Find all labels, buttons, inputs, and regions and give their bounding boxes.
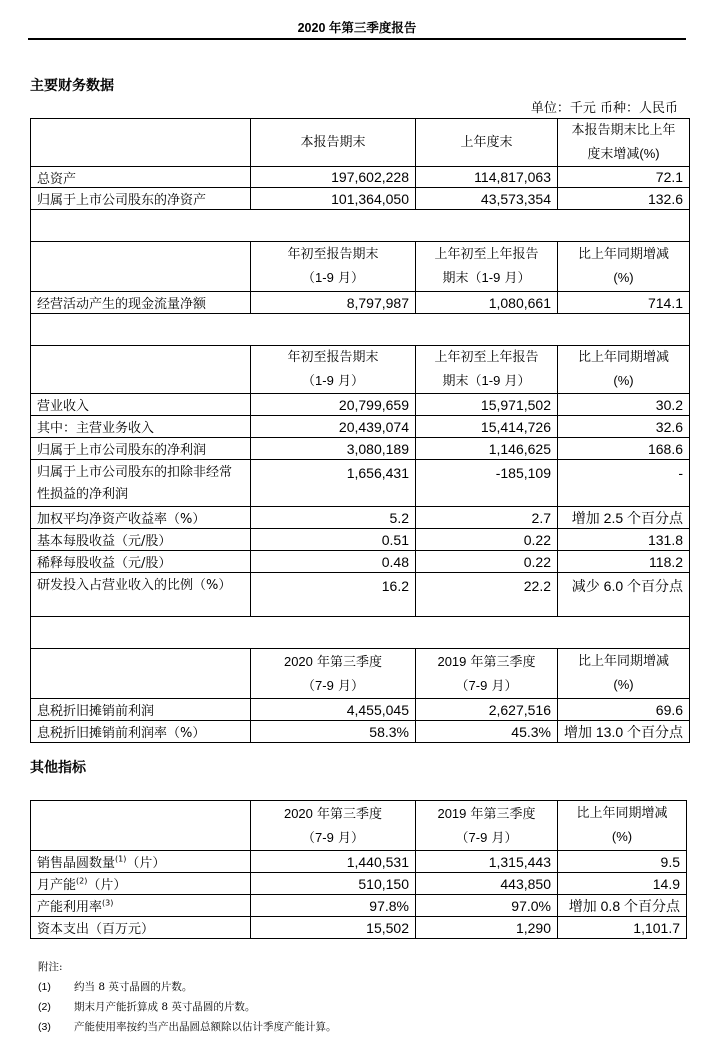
main-financial-table [30, 118, 690, 743]
cell-value: 0.22 [416, 529, 558, 551]
section-title-other-indicators: 其他指标 [30, 760, 86, 776]
row-label: 归属于上市公司股东的扣除非经常性损益的净利润 [31, 460, 251, 507]
header-cell-prior-ytd: 上年初至上年报告 期末（1-9 月） [416, 346, 558, 394]
cell-value: 1,315,443 [416, 851, 558, 873]
cell-value: 14.9 [558, 873, 687, 895]
cell-value: 443,850 [416, 873, 558, 895]
cell-value: 714.1 [558, 292, 690, 314]
footnote-text: 期末月产能折算成 8 英寸晶圆的片数。 [74, 1001, 256, 1013]
cell-value: 增加 2.5 个百分点 [558, 507, 690, 529]
cell-value: -185,109 [416, 460, 558, 507]
row-label: 息税折旧摊销前利润 [31, 699, 251, 721]
cell-value: 22.2 [416, 573, 558, 617]
table-header-row [31, 119, 690, 167]
footnote-mark: (1) [38, 981, 51, 993]
cell-value: 97.8% [251, 895, 416, 917]
row-label: 研发投入占营业收入的比例（%） [31, 573, 251, 617]
cell-value: 72.1 [558, 167, 690, 188]
table-row [31, 438, 690, 460]
footnote-text: 产能使用率按约当产出晶圆总额除以估计季度产能计算。 [74, 1021, 337, 1033]
cell-value: 58.3% [251, 721, 416, 743]
table-row [31, 873, 687, 895]
cell-value: 132.6 [558, 188, 690, 210]
cell-value: 118.2 [558, 551, 690, 573]
header-cell-prior-year-end: 上年度末 [416, 119, 558, 167]
cell-value: 1,080,661 [416, 292, 558, 314]
cell-value: 1,146,625 [416, 438, 558, 460]
header-cell-yoy-change: 比上年同期增减 (%) [558, 346, 690, 394]
header-cell-ytd: 年初至报告期末 （1-9 月） [251, 346, 416, 394]
row-label: 息税折旧摊销前利润率（%） [31, 721, 251, 743]
cell-value: 197,602,228 [251, 167, 416, 188]
cell-value: - [558, 460, 690, 507]
footnote-text: 约当 8 英寸晶圆的片数。 [74, 981, 193, 993]
cell-value: 131.8 [558, 529, 690, 551]
cell-value: 32.6 [558, 416, 690, 438]
header-cell-q3-2020: 2020 年第三季度 （7-9 月） [251, 649, 416, 699]
cell-value: 1,440,531 [251, 851, 416, 873]
table-row [31, 551, 690, 573]
spacer-row [31, 210, 690, 242]
header-cell-change: 本报告期末比上年 度末增减(%) [558, 119, 690, 167]
cell-value: 20,799,659 [251, 394, 416, 416]
cell-value: 114,817,063 [416, 167, 558, 188]
footnote-item [38, 997, 256, 1017]
cell-value: 43,573,354 [416, 188, 558, 210]
table-row [31, 529, 690, 551]
table-row [31, 416, 690, 438]
table-header-row [31, 242, 690, 292]
unit-currency-line: 单位：千元 币种：人民币 [530, 101, 678, 116]
footnotes [38, 957, 337, 1037]
cell-value: 1,656,431 [251, 460, 416, 507]
footnotes-title: 附注: [38, 961, 63, 973]
table-row [31, 721, 690, 743]
cell-value: 0.51 [251, 529, 416, 551]
row-label: 月产能$^{(2)}$（片） [31, 873, 251, 895]
row-label: 归属于上市公司股东的净资产 [31, 188, 251, 210]
table-row [31, 188, 690, 210]
header-cell-q3-2019: 2019 年第三季度 （7-9 月） [416, 801, 558, 851]
footnote-mark: (3) [38, 1021, 51, 1033]
header-cell-yoy-change: 比上年同期增减 (%) [558, 649, 690, 699]
row-label: 归属于上市公司股东的净利润 [31, 438, 251, 460]
row-label: 营业收入 [31, 394, 251, 416]
cell-value: 69.6 [558, 699, 690, 721]
cell-value: 20,439,074 [251, 416, 416, 438]
header-cell-yoy-change: 比上年同期增减 (%) [558, 242, 690, 292]
cell-value: 4,455,045 [251, 699, 416, 721]
table-row [31, 851, 687, 873]
cell-value: 3,080,189 [251, 438, 416, 460]
row-label: 总资产 [31, 167, 251, 188]
header-cell-yoy-change: 比上年同期增减 (%) [558, 801, 687, 851]
table-row [31, 394, 690, 416]
footnote-item [38, 1017, 337, 1037]
cell-value: 2,627,516 [416, 699, 558, 721]
header-cell-blank [31, 346, 251, 394]
cell-value: 30.2 [558, 394, 690, 416]
table-header-row [31, 649, 690, 699]
cell-value: 9.5 [558, 851, 687, 873]
header-cell-prior-ytd: 上年初至上年报告 期末（1-9 月） [416, 242, 558, 292]
table-row [31, 699, 690, 721]
table-row [31, 573, 690, 617]
cell-value: 0.48 [251, 551, 416, 573]
row-label: 稀释每股收益（元/股） [31, 551, 251, 573]
section-title-main-financial-data: 主要财务数据 [30, 78, 114, 94]
header-cell-blank [31, 242, 251, 292]
cell-value: 15,971,502 [416, 394, 558, 416]
spacer-row [31, 617, 690, 649]
footnote-item [38, 977, 193, 997]
cell-value: 97.0% [416, 895, 558, 917]
row-label: 销售晶圆数量$^{(1)}$（片） [31, 851, 251, 873]
cell-value: 1,290 [416, 917, 558, 939]
table-header-row [31, 346, 690, 394]
cell-value: 增加 0.8 个百分点 [558, 895, 687, 917]
table-row [31, 917, 687, 939]
cell-value: 增加 13.0 个百分点 [558, 721, 690, 743]
page-header [28, 0, 686, 40]
cell-value: 16.2 [251, 573, 416, 617]
row-label: 加权平均净资产收益率（%） [31, 507, 251, 529]
cell-value: 5.2 [251, 507, 416, 529]
row-label: 其中：主营业务收入 [31, 416, 251, 438]
footnote-mark: (2) [38, 1001, 51, 1013]
header-cell-period-end: 本报告期末 [251, 119, 416, 167]
cell-value: 168.6 [558, 438, 690, 460]
header-cell-blank [31, 649, 251, 699]
table-row [31, 507, 690, 529]
table-row [31, 460, 690, 507]
cell-value: 15,414,726 [416, 416, 558, 438]
table-row [31, 895, 687, 917]
row-label: 资本支出（百万元） [31, 917, 251, 939]
header-cell-blank [31, 801, 251, 851]
cell-value: 0.22 [416, 551, 558, 573]
cell-value: 510,150 [251, 873, 416, 895]
cell-value: 45.3% [416, 721, 558, 743]
header-cell-q3-2020: 2020 年第三季度 （7-9 月） [251, 801, 416, 851]
report-title: 2020 年第三季度报告 [297, 21, 417, 35]
cell-value: 2.7 [416, 507, 558, 529]
cell-value: 减少 6.0 个百分点 [558, 573, 690, 617]
table-header-row [31, 801, 687, 851]
cell-value: 8,797,987 [251, 292, 416, 314]
header-cell-q3-2019: 2019 年第三季度 （7-9 月） [416, 649, 558, 699]
header-cell-blank [31, 119, 251, 167]
header-cell-ytd: 年初至报告期末 （1-9 月） [251, 242, 416, 292]
table-row [31, 292, 690, 314]
table-row [31, 167, 690, 188]
cell-value: 15,502 [251, 917, 416, 939]
cell-value: 1,101.7 [558, 917, 687, 939]
row-label: 基本每股收益（元/股） [31, 529, 251, 551]
other-indicators-table [30, 800, 687, 939]
spacer-row [31, 314, 690, 346]
row-label: 经营活动产生的现金流量净额 [31, 292, 251, 314]
row-label: 产能利用率$^{(3)}$ [31, 895, 251, 917]
cell-value: 101,364,050 [251, 188, 416, 210]
